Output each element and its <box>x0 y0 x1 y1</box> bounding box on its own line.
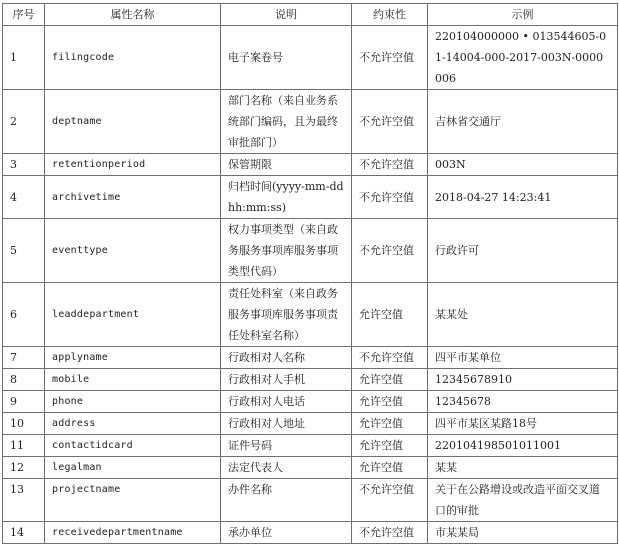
header-constraint: 约束性 <box>352 4 428 26</box>
table-row <box>3 457 618 479</box>
cell-desc: 承办单位 <box>221 522 352 544</box>
cell-no: 13 <box>3 479 45 522</box>
attribute-table <box>2 3 618 544</box>
table-row <box>3 154 618 176</box>
cell-desc: 证件号码 <box>221 435 352 457</box>
cell-constraint: 允许空值 <box>352 369 428 391</box>
table-row <box>3 90 618 154</box>
cell-name: deptname <box>45 90 221 154</box>
cell-name: address <box>45 413 221 435</box>
table-row <box>3 413 618 435</box>
cell-no: 5 <box>3 219 45 283</box>
cell-no: 7 <box>3 347 45 369</box>
cell-example: 220104198501011001 <box>428 435 618 457</box>
cell-example: 行政许可 <box>428 219 618 283</box>
table-row <box>3 26 618 90</box>
cell-name: phone <box>45 391 221 413</box>
header-example: 示例 <box>428 4 618 26</box>
cell-constraint: 允许空值 <box>352 457 428 479</box>
table-row <box>3 176 618 219</box>
cell-example: 某某处 <box>428 283 618 347</box>
cell-example: 003N <box>428 154 618 176</box>
cell-name: receivedepartmentname <box>45 522 221 544</box>
table-row <box>3 369 618 391</box>
cell-example: 220104000000 • 013544605-01-14004-000-2017-003N-0000006 <box>428 26 618 90</box>
cell-constraint: 允许空值 <box>352 391 428 413</box>
cell-desc: 责任处科室（来自政务服务事项库服务事项责任处科室名称） <box>221 283 352 347</box>
cell-no: 1 <box>3 26 45 90</box>
cell-example: 吉林省交通厅 <box>428 90 618 154</box>
cell-no: 11 <box>3 435 45 457</box>
cell-constraint: 允许空值 <box>352 283 428 347</box>
cell-example: 2018-04-27 14:23:41 <box>428 176 618 219</box>
table-row <box>3 479 618 522</box>
cell-constraint: 不允许空值 <box>352 522 428 544</box>
cell-no: 4 <box>3 176 45 219</box>
header-no: 序号 <box>3 4 45 26</box>
table-row <box>3 435 618 457</box>
cell-example: 四平市某区某路18号 <box>428 413 618 435</box>
cell-desc: 行政相对人手机 <box>221 369 352 391</box>
cell-no: 14 <box>3 522 45 544</box>
cell-desc: 权力事项类型（来自政务服务事项库服务事项类型代码） <box>221 219 352 283</box>
header-attribute-name: 属性名称 <box>45 4 221 26</box>
cell-name: legalman <box>45 457 221 479</box>
cell-no: 10 <box>3 413 45 435</box>
table-header-row <box>3 4 618 26</box>
cell-constraint: 不允许空值 <box>352 219 428 283</box>
cell-name: filingcode <box>45 26 221 90</box>
cell-constraint: 不允许空值 <box>352 90 428 154</box>
table-row <box>3 347 618 369</box>
cell-desc: 电子案卷号 <box>221 26 352 90</box>
table-row <box>3 391 618 413</box>
cell-no: 6 <box>3 283 45 347</box>
cell-no: 12 <box>3 457 45 479</box>
cell-desc: 保管期限 <box>221 154 352 176</box>
cell-constraint: 不允许空值 <box>352 154 428 176</box>
cell-no: 9 <box>3 391 45 413</box>
cell-desc: 归档时间(yyyy-mm-dd hh:mm:ss) <box>221 176 352 219</box>
cell-constraint: 允许空值 <box>352 413 428 435</box>
cell-no: 3 <box>3 154 45 176</box>
cell-example: 某某 <box>428 457 618 479</box>
table-row <box>3 283 618 347</box>
table-row <box>3 219 618 283</box>
table-row <box>3 522 618 544</box>
cell-name: applyname <box>45 347 221 369</box>
header-description: 说明 <box>221 4 352 26</box>
cell-name: mobile <box>45 369 221 391</box>
cell-constraint: 允许空值 <box>352 435 428 457</box>
cell-name: retentionperiod <box>45 154 221 176</box>
cell-name: archivetime <box>45 176 221 219</box>
cell-example: 12345678 <box>428 391 618 413</box>
cell-example: 四平市某单位 <box>428 347 618 369</box>
cell-desc: 办件名称 <box>221 479 352 522</box>
cell-constraint: 不允许空值 <box>352 176 428 219</box>
cell-name: projectname <box>45 479 221 522</box>
cell-no: 8 <box>3 369 45 391</box>
cell-desc: 行政相对人名称 <box>221 347 352 369</box>
cell-example: 关于在公路增设或改造平面交叉道口的审批 <box>428 479 618 522</box>
cell-desc: 行政相对人地址 <box>221 413 352 435</box>
cell-example: 市某某局 <box>428 522 618 544</box>
cell-constraint: 不允许空值 <box>352 347 428 369</box>
cell-name: leaddepartment <box>45 283 221 347</box>
cell-desc: 法定代表人 <box>221 457 352 479</box>
cell-name: contactidcard <box>45 435 221 457</box>
cell-constraint: 不允许空值 <box>352 26 428 90</box>
cell-example: 12345678910 <box>428 369 618 391</box>
cell-desc: 部门名称（来自业务系统部门编码，且为最终审批部门） <box>221 90 352 154</box>
cell-desc: 行政相对人电话 <box>221 391 352 413</box>
cell-constraint: 不允许空值 <box>352 479 428 522</box>
cell-no: 2 <box>3 90 45 154</box>
cell-name: eventtype <box>45 219 221 283</box>
